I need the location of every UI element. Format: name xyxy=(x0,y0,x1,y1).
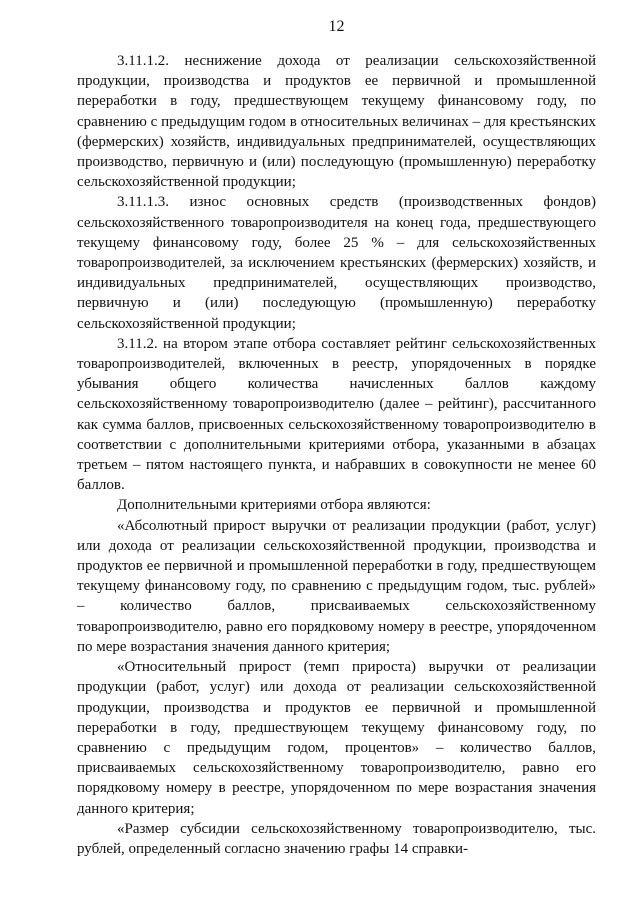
paragraph-absolute-growth-criterion: «Абсолютный прирост выручки от реализации продукции (работ, услуг) или дохода от реализации сельскохозяйственной продукции, производства и продуктов ее первичной и промышленной переработки в году, предшествующем текущему финансовому году, по сравнению с предыдущим годом, тыс. рублей» – количество баллов, присваиваемых сельскохозяйственному товаропроизводителю, равно его порядковому номеру в реестре, упорядоченном по мере возрастания значения данного критерия; xyxy=(77,517,596,655)
paragraph-relative-growth-criterion: «Относительный прирост (темп прироста) выручки от реализации продукции (работ, услуг) или дохода от реализации сельскохозяйственной продукции, производства и продуктов ее первичной и промышленной переработки в году, предшествующем текущему финансовому году, по сравнению с предыдущим годом, процентов» – количество баллов, присваиваемых сельскохозяйственному товаропроизводителю, равно его порядковому номеру в реестре, упорядоченном по мере возрастания значения данного критерия; xyxy=(77,659,596,817)
paragraph-3-11-2: 3.11.2. на втором этапе отбора составляет рейтинг сельскохозяйственных товаропроизводителей, включенных в реестр, упорядоченных в порядке убывания общего количества начисленных баллов каждому сельскохозяйственному товаропроизводителю (далее – рейтинг), рассчитанного как сумма баллов, присвоенных сельскохозяйственному товаропроизводителю в соответствии с дополнительными критериями отбора, указанными в абзацах третьем – пятом настоящего пункта, и набравших в совокупности не менее 60 баллов. xyxy=(77,335,596,494)
paragraph-additional-criteria-intro: Дополнительными критериями отбора являются: xyxy=(117,497,431,514)
paragraph-3-11-1-3: 3.11.1.3. износ основных средств (производственных фондов) сельскохозяйственного товаропроизводителя на конец года, предшествующего текущему финансовому году, более 25 % – для сельскохозяйственных товаропроизводителей, за исключением крестьянских (фермерских) хозяйств, и индивидуальных предпринимателей, осуществляющих производство, первичную и (или) последующую (промышленную) переработку сельскохозяйственной продукции; xyxy=(77,194,596,332)
paragraph-subsidy-size-criterion: «Размер субсидии сельскохозяйственному товаропроизводителю, тыс. рублей, определенный согласно значению графы 14 справки- xyxy=(77,820,596,857)
page-number: 12 xyxy=(328,18,345,35)
paragraph-3-11-1-2: 3.11.1.2. неснижение дохода от реализации сельскохозяйственной продукции, производства и продуктов ее первичной и промышленной переработки в году, предшествующем текущему финансовому году, по сравнению с предыдущим годом в относительных величинах – для крестьянских (фермерских) хозяйств, индивидуальных предпринимателей, осуществляющих производство, первичную и (или) последующую (промышленную) переработку сельскохозяйственной продукции; xyxy=(77,53,596,191)
